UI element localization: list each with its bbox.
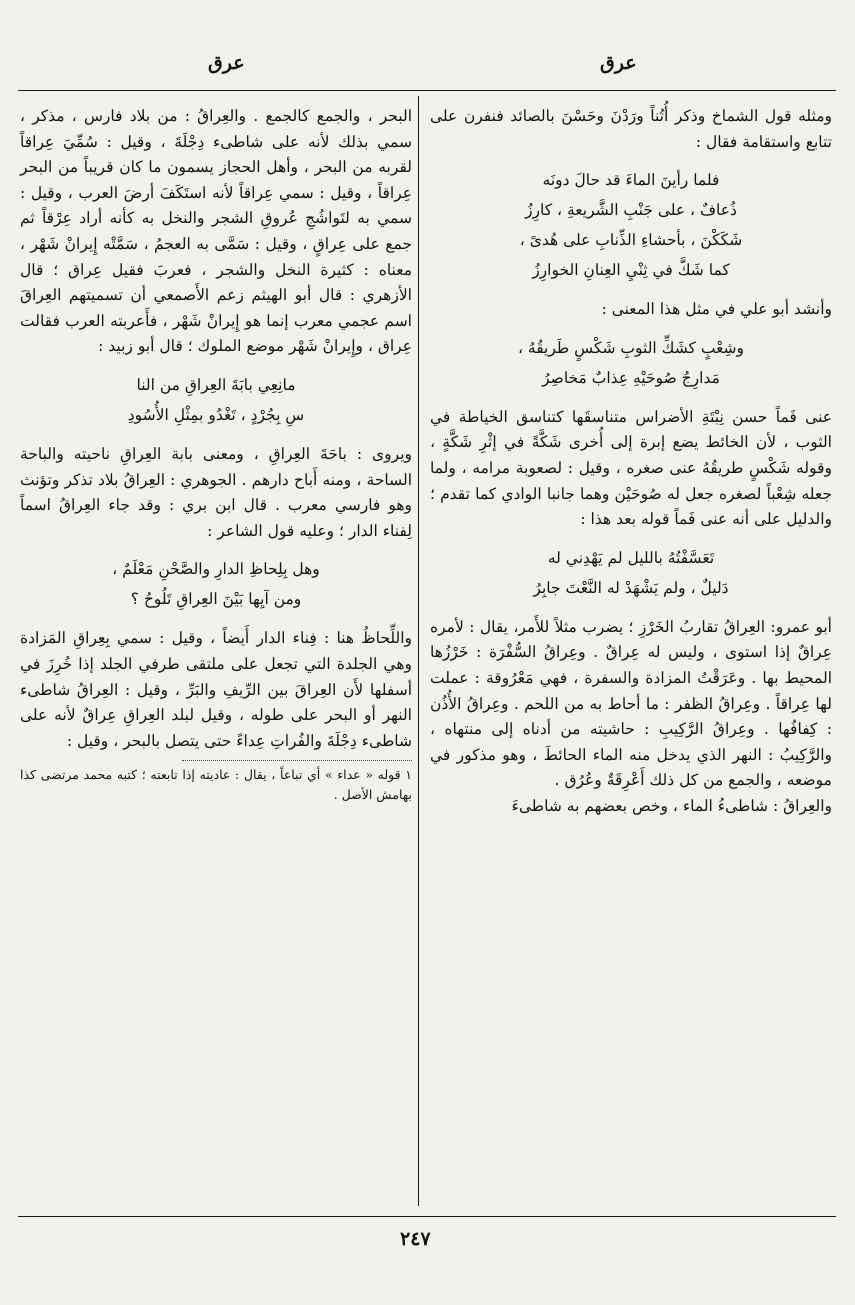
verse-line: ذُعافٌ ، على جَنْبِ الشَّريعةِ ، كارِزُ <box>525 201 737 220</box>
paragraph-text: واللِّحاظُ هنا : فِناء الدار أَيضاً ، وقيل : سمي بِعِراقِ المَزادة وهي الجلدة التي تجعل على ملتقى طرفي الجلد إذا خُرِزَ في أسفلها لأَن العِراقَ بين الرِّيفِ والبَرِّ ، وقيل : العِراقُ شاطىء النهر أو البحر على طوله ، وقيل لبلد العِراقِ عِراقٌ لأنه على شاطىء دِجْلَةَ والفُراتِ عِداءً حتى يتصل بالبحر ، وقيل : <box>20 629 412 750</box>
verse-line: مانِعِي بابَةَ العِراقِ من النا <box>136 375 296 394</box>
left-column <box>20 104 412 805</box>
paragraph: وأنشد أبو علي في مثل هذا المعنى : <box>601 300 832 319</box>
verse-line: ومن آيِها بَيْنَ العِراقِ تَلُوحُ ؟ <box>130 590 302 609</box>
poem-block <box>430 543 832 603</box>
verse-line: كما شَكَّ في ثِنْيِ العِنانِ الخوارِزُ <box>532 261 730 280</box>
paragraph <box>20 626 412 754</box>
poem-block <box>430 333 832 393</box>
verse-line: تَعَسَّفْتُهُ بالليل لم يَهْدِني له <box>547 548 715 567</box>
paragraph: ويروى : باحَةَ العِراقِ ، ومعنى بابة العِراقِ ناحيته والباحة الساحة ، ومنه أَباح دارهم . الجوهري : العِراقُ بلاد تذكر وتؤنث وهو فارسي معرب . قال ابن بري : وقد جاء العِراقُ اسماً لِفناء الدار ؛ وعليه قول الشاعر : <box>20 444 412 540</box>
poem-block <box>20 554 412 614</box>
verse-line: سِ بِجُرْدٍ ، تَغْدُو بمِثْلِ الأُسُودِ <box>127 405 305 424</box>
page-number: ٢٤٧ <box>400 1228 431 1250</box>
verse-line: وهل بِلِحاظِ الدارِ والصَّحْنِ مَعْلَمٌ ، <box>112 560 320 579</box>
verse-line: دَليلٌ ، ولم يَشْهَدْ له النَّعْتَ جابِرُ <box>533 578 729 597</box>
paragraph: عنى فَماً حسن نِبْتَةِ الأضراس متناسقَها كتناسق الخياطة في الثوب ، لأن الخائط يضع إبرة إلى أُخرى شَكَّةً في إثْرِ شَكَّةٍ ، وقوله شَكْسٍ طريقُهُ عنى صغره ، وقيل : لصعوبة مرامه ، ولما جعله شِعْباً لصغره جعل له صُوحَيْن وهما جانبا الوادي كما تقدم ؛ والدليل على أنه عنى فَماً قوله بعد هذا : <box>430 407 832 529</box>
poem-block <box>20 370 412 430</box>
header-rule <box>18 90 836 91</box>
verse-line: فلما رأينَ الماءَ قد حالَ دونَه <box>542 171 720 190</box>
footnote-rule <box>182 760 412 761</box>
verse-line: وشِعْبٍ كشَكِّ الثوبِ شَكْسٍ طَريقُهُ ، <box>517 338 745 357</box>
paragraph: والعِراقُ : شاطىءُ الماء ، وخص بعضهم به شاطىءَ <box>511 796 832 815</box>
column-divider <box>418 96 419 1206</box>
paragraph: ومثله قول الشماخ وذكر أُتُناً ورَدْنَ وحَسْنَ بالصائد فنفرن على تتابع واستقامة فقال : <box>430 107 832 151</box>
footnote: ١ قوله « عداء » أي تباعاً ، يقال : عاديته إذا تابعته ؛ كتبه محمد مرتضى كذا بهامش الأصل . <box>20 767 412 803</box>
paragraph: أبو عمرو: العِراقُ تقاربُ الخَرْزِ ؛ يضرب مثلاً للأَمر، يقال : لأمره عِراقٌ إذا استوى ، وليس له عِراقٌ . وعِراقُ السُّفْرَة : خَرْزُها المحيط بها . وعَرَقْتُ المزادة والسفرة ، فهي مَعْرُوقة : عملت لها عِراقاً . وعِراقُ الظفر : ما أحاط به من اللحم . وعِراقُ الأُذُن : كِفافُها . وعِراقُ الرَّكِيبِ : حاشيته من أدناه إلى منتهاه ، والرَّكِيبُ : النهر الذي يدخل منه الماء الحائطَ ، وهو مذكور في موضعه ، والجمع من كل ذلك أَعْرِقَةٌ وعُرُق . <box>430 617 832 790</box>
verse-line: مَدارِجُ صُوحَيْهِ عِذابٌ مَخاصِرُ <box>542 368 720 387</box>
footer-rule <box>18 1216 836 1217</box>
poem-block <box>430 165 832 285</box>
right-running-header: عرق <box>600 52 637 74</box>
verse-line: شَكَكْنَ ، بأحشاءِ الذِّنابِ على هُدىً ، <box>519 231 743 250</box>
paragraph: البحر ، والجمع كالجمع . والعِراقُ : من بلاد فارس ، مذكر ، سمي بذلك لأنه على شاطىء دِجْلَةَ ، وقيل : سُمِّيَ عِراقاً لقربه من البحر ، وأهل الحجاز يسمون ما كان قريباً من البحر عِراقاً ، وقيل : سمي عِراقاً لأنه استَكَفَ أرضَ العرب ، وقيل : سمي به لتَواشُجِ عُروقِ الشجر والنخل به كأنه أراد عِرْقاً ثم جمع على عِراقٍ ، وقيل : سَمَّى به العجمُ ، سَمَّتْه إِيرانْ شَهْر ، معناه : كثيرة النخل والشجر ، فعربَ فقيل عِراق ؛ قال الأزهري : قال أبو الهيثم زعم الأَصمعي أن تسميتهم العِراقَ اسم عجمي معرب إنما هو إِيرانْ شَهْر ، فأَعربته العرب فقالت عِراق ، وإِيرانْ شَهْر موضع الملوك ؛ قال أبو زبيد : <box>20 107 412 356</box>
right-column <box>430 104 832 820</box>
left-running-header: عرق <box>208 52 245 74</box>
